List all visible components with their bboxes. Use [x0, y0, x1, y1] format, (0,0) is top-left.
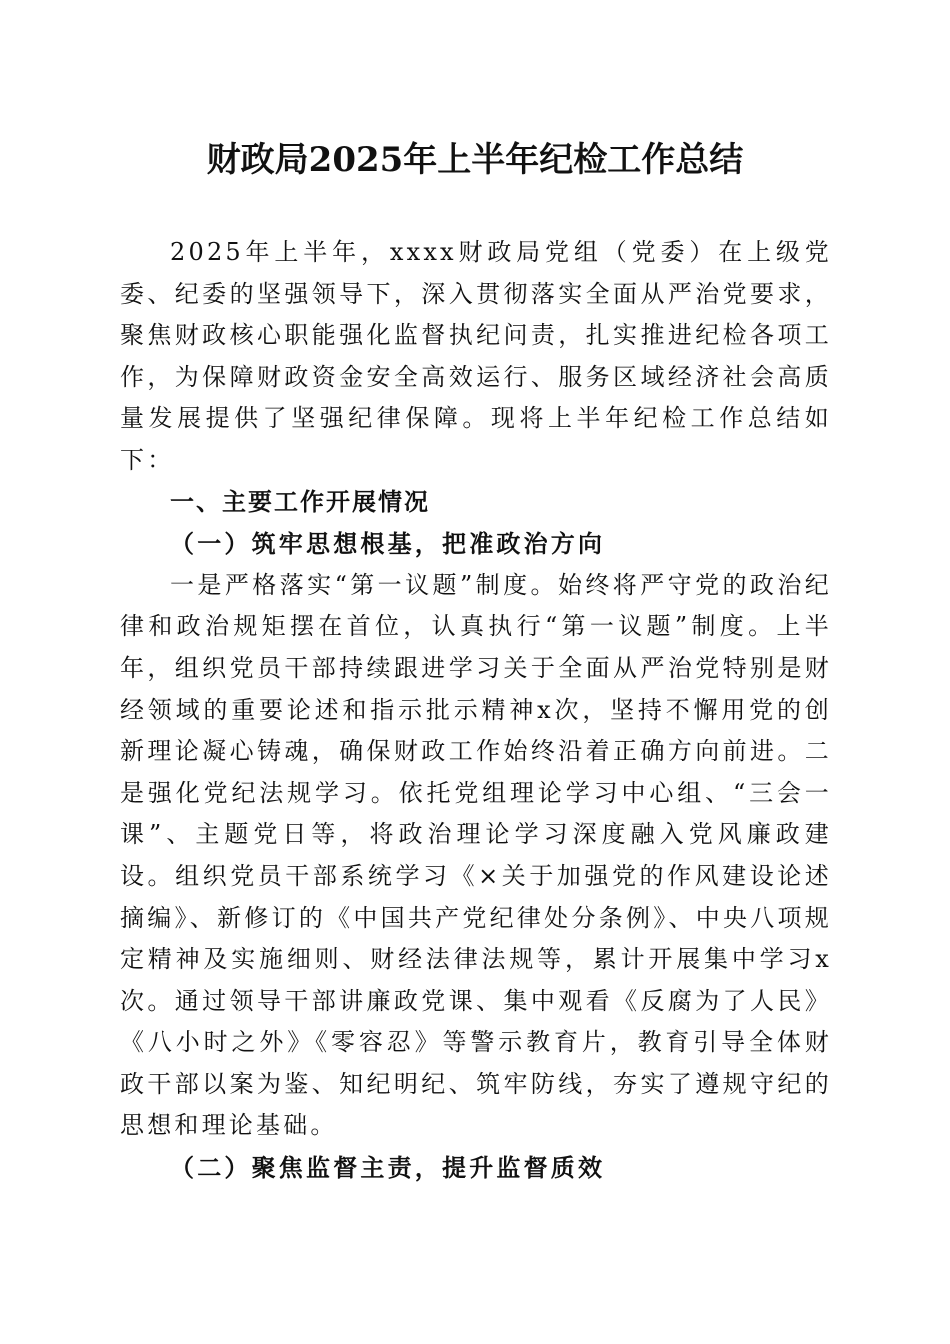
document-title: 财政局2025年上半年纪检工作总结	[206, 140, 744, 180]
intro-paragraph: 2025年上半年，xxxx财政局党组（党委）在上级党委、纪委的坚强领导下，深入贯彻落实全面从严治党要求，聚焦财政核心职能强化监督执纪问责，扎实推进纪检各项工作，为保障财政资金安全高效运行、服务区域经济社会高质量发展提供了坚强纪律保障。现将上半年纪检工作总结如下：	[120, 238, 832, 474]
subsection-paragraph-ideology: 一是严格落实“第一议题”制度。始终将严守党的政治纪律和政治规矩摆在首位，认真执行“第一议题”制度。上半年，组织党员干部持续跟进学习关于全面从严治党特别是财经领域的重要论述和指示批示精神x次，坚持不懈用党的创新理论凝心铸魂，确保财政工作始终沿着正确方向前进。二是强化党纪法规学习。依托党组理论学习中心组、“三会一课”、主题党日等，将政治理论学习深度融入党风廉政建设。组织党员干部系统学习《×关于加强党的作风建设论述摘编》、新修订的《中国共产党纪律处分条例》、中央八项规定精神及实施细则、财经法律法规等，累计开展集中学习x次。通过领导干部讲廉政党课、集中观看《反腐为了人民》《八小时之外》《零容忍》等警示教育片，教育引导全体财政干部以案为鉴、知纪明纪、筑牢防线，夯实了遵规守纪的思想和理论基础。	[120, 570, 832, 1140]
document-body	[120, 232, 832, 1189]
subsection-heading-ideology: （一）筑牢思想根基，把准政治方向	[170, 529, 606, 559]
subsection-heading-supervision: （二）聚焦监督主责，提升监督质效	[170, 1153, 606, 1183]
section-heading-main-work: 一、主要工作开展情况	[170, 487, 430, 516]
